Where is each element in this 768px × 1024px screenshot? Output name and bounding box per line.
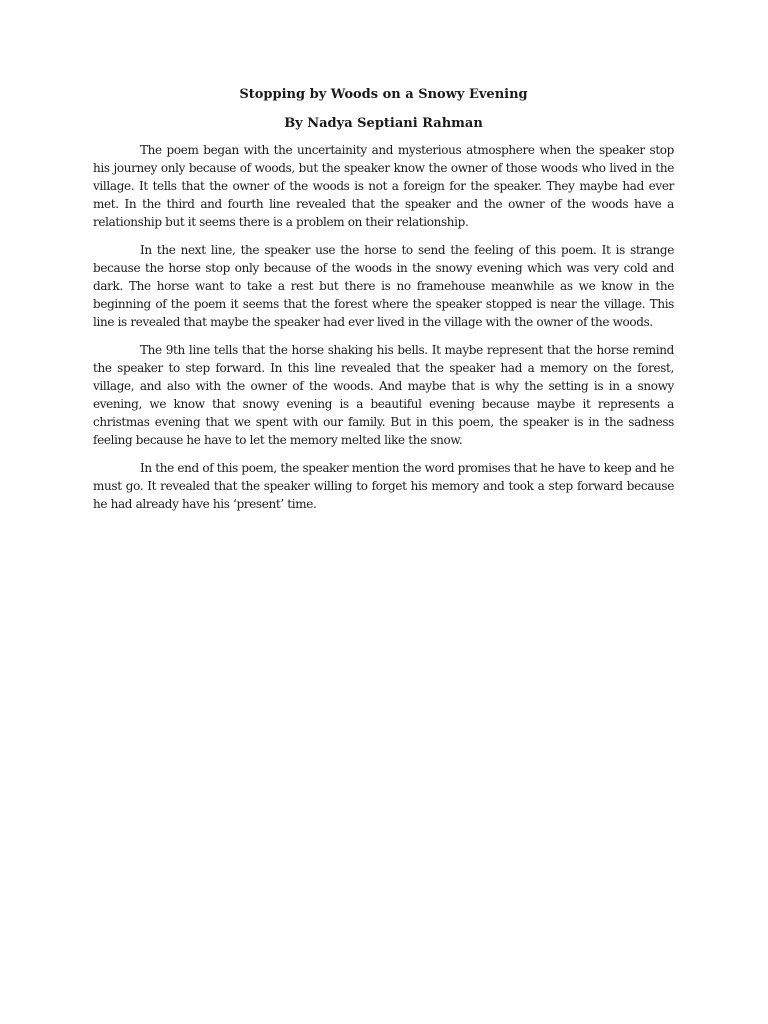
paragraph-list — [93, 141, 674, 513]
document-title: Stopping by Woods on a Snowy Evening — [239, 87, 528, 102]
paragraph-4: In the end of this poem, the speaker mention the word promises that he have to keep and he must go. It revealed that the speaker willing to forget his memory and took a step forward because he had already have his ‘present’ time. — [93, 461, 674, 511]
document-author: By Nadya Septiani Rahman — [284, 116, 483, 131]
document-body — [93, 86, 674, 523]
paragraph-2: In the next line, the speaker use the horse to send the feeling of this poem. It is strange because the horse stop only because of the woods in the snowy evening which was very cold and dark. The horse want to take a rest but there is no framehouse meanwhile as we know in the beginning of the poem it seems that the forest where the speaker stopped is near the village. This line is revealed that maybe the speaker had ever lived in the village with the owner of the woods. — [93, 243, 674, 329]
paragraph-3: The 9th line tells that the horse shaking his bells. It maybe represent that the horse remind the speaker to step forward. In this line revealed that the speaker had a memory on the forest, village, and also with the owner of the woods. And maybe that is why the setting is in a snowy evening, we know that snowy evening is a beautiful evening because maybe it represents a christmas evening that we spent with our family. But in this poem, the speaker is in the sadness feeling because he have to let the memory melted like the snow. — [93, 343, 674, 447]
paragraph-1: The poem began with the uncertainity and mysterious atmosphere when the speaker stop his journey only because of woods, but the speaker know the owner of those woods who lived in the village. It tells that the owner of the woods is not a foreign for the speaker. They maybe had ever met. In the third and fourth line revealed that the speaker and the owner of the woods have a relationship but it seems there is a problem on their relationship. — [93, 143, 674, 229]
